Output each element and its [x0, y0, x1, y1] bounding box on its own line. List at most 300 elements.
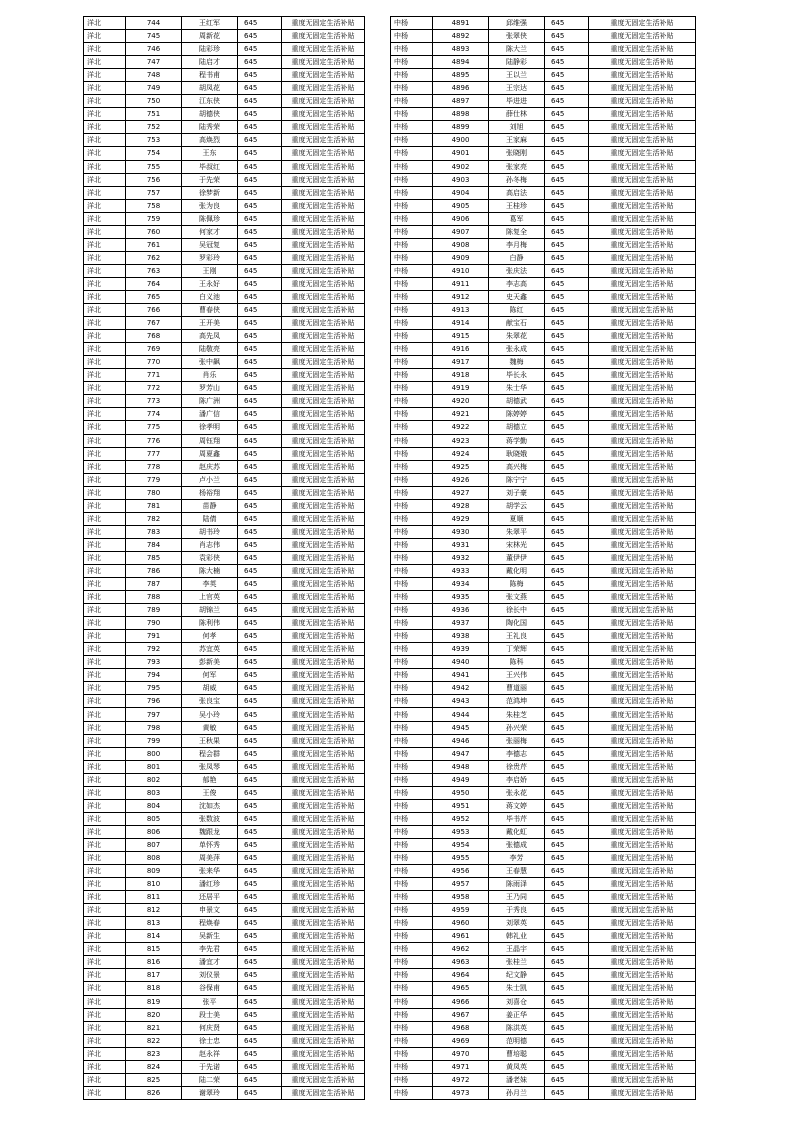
subsidy-type-cell: 重度无固定生活补贴 — [589, 1073, 696, 1086]
amount-cell: 645 — [545, 17, 589, 30]
table-row — [84, 538, 365, 551]
subsidy-type-cell: 重度无固定生活补贴 — [589, 382, 696, 395]
amount-cell: 645 — [545, 1047, 589, 1060]
town-cell: 洋北 — [84, 434, 126, 447]
town-cell: 中杨 — [391, 499, 433, 512]
amount-cell: 645 — [545, 695, 589, 708]
table-row — [391, 369, 696, 382]
town-cell: 洋北 — [84, 969, 126, 982]
number-cell: 4905 — [433, 199, 489, 212]
name-cell: 王以兰 — [489, 69, 545, 82]
subsidy-type-cell: 重度无固定生活补贴 — [589, 591, 696, 604]
town-cell: 洋北 — [84, 43, 126, 56]
number-cell: 4973 — [433, 1086, 489, 1099]
number-cell: 4907 — [433, 225, 489, 238]
town-cell: 洋北 — [84, 643, 126, 656]
name-cell: 陆静彩 — [489, 56, 545, 69]
table-row — [84, 551, 365, 564]
amount-cell: 645 — [545, 408, 589, 421]
number-cell: 4909 — [433, 251, 489, 264]
town-cell: 洋北 — [84, 551, 126, 564]
number-cell: 789 — [126, 604, 182, 617]
amount-cell: 645 — [238, 82, 282, 95]
subsidy-type-cell: 重度无固定生活补贴 — [282, 134, 365, 147]
number-cell: 4953 — [433, 825, 489, 838]
table-row — [84, 1047, 365, 1060]
amount-cell: 645 — [545, 160, 589, 173]
name-cell: 陈洪英 — [489, 1021, 545, 1034]
amount-cell: 645 — [238, 304, 282, 317]
name-cell: 胡德武 — [489, 395, 545, 408]
town-cell: 中杨 — [391, 786, 433, 799]
table-row — [84, 1060, 365, 1073]
town-cell: 洋北 — [84, 421, 126, 434]
table-row — [391, 760, 696, 773]
table-row — [391, 460, 696, 473]
number-cell: 4895 — [433, 69, 489, 82]
subsidy-type-cell: 重度无固定生活补贴 — [589, 891, 696, 904]
table-row — [84, 721, 365, 734]
name-cell: 陆彩珍 — [182, 43, 238, 56]
amount-cell: 645 — [545, 1073, 589, 1086]
name-cell: 刘翠英 — [489, 917, 545, 930]
amount-cell: 645 — [238, 108, 282, 121]
number-cell: 796 — [126, 695, 182, 708]
table-row — [391, 904, 696, 917]
amount-cell: 645 — [238, 604, 282, 617]
subsidy-type-cell: 重度无固定生活补贴 — [589, 343, 696, 356]
name-cell: 王晶宇 — [489, 943, 545, 956]
subsidy-type-cell: 重度无固定生活补贴 — [589, 225, 696, 238]
subsidy-type-cell: 重度无固定生活补贴 — [282, 799, 365, 812]
subsidy-type-cell: 重度无固定生活补贴 — [282, 108, 365, 121]
subsidy-type-cell: 重度无固定生活补贴 — [589, 747, 696, 760]
number-cell: 758 — [126, 199, 182, 212]
number-cell: 819 — [126, 995, 182, 1008]
subsidy-type-cell: 重度无固定生活补贴 — [589, 799, 696, 812]
number-cell: 4972 — [433, 1073, 489, 1086]
subsidy-type-cell: 重度无固定生活补贴 — [589, 134, 696, 147]
name-cell: 罗芳山 — [182, 382, 238, 395]
amount-cell: 645 — [545, 617, 589, 630]
number-cell: 4935 — [433, 591, 489, 604]
town-cell: 中杨 — [391, 525, 433, 538]
table-row — [391, 578, 696, 591]
table-row — [391, 956, 696, 969]
town-cell: 中杨 — [391, 1073, 433, 1086]
table-row — [391, 525, 696, 538]
subsidy-type-cell: 重度无固定生活补贴 — [589, 512, 696, 525]
subsidy-type-cell: 重度无固定生活补贴 — [589, 943, 696, 956]
town-cell: 中杨 — [391, 956, 433, 969]
table-row — [391, 995, 696, 1008]
subsidy-type-cell: 重度无固定生活补贴 — [282, 708, 365, 721]
amount-cell: 645 — [238, 356, 282, 369]
amount-cell: 645 — [545, 460, 589, 473]
subsidy-type-cell: 重度无固定生活补贴 — [589, 1047, 696, 1060]
subsidy-type-cell: 重度无固定生活补贴 — [589, 930, 696, 943]
name-cell: 彭新美 — [182, 656, 238, 669]
name-cell: 高焕烈 — [182, 134, 238, 147]
town-cell: 洋北 — [84, 447, 126, 460]
table-row — [84, 838, 365, 851]
number-cell: 4926 — [433, 473, 489, 486]
subsidy-type-cell: 重度无固定生活补贴 — [589, 578, 696, 591]
number-cell: 756 — [126, 173, 182, 186]
number-cell: 4921 — [433, 408, 489, 421]
subsidy-type-cell: 重度无固定生活补贴 — [589, 551, 696, 564]
subsidy-type-cell: 重度无固定生活补贴 — [589, 108, 696, 121]
town-cell: 洋北 — [84, 512, 126, 525]
amount-cell: 645 — [238, 708, 282, 721]
name-cell: 周钰翔 — [182, 434, 238, 447]
town-cell: 洋北 — [84, 499, 126, 512]
table-row — [391, 825, 696, 838]
table-row — [84, 56, 365, 69]
name-cell: 魏跟龙 — [182, 825, 238, 838]
subsidy-type-cell: 重度无固定生活补贴 — [282, 891, 365, 904]
subsidy-type-cell: 重度无固定生活补贴 — [282, 525, 365, 538]
table-row — [84, 825, 365, 838]
name-cell: 何庆贤 — [182, 1021, 238, 1034]
amount-cell: 645 — [545, 825, 589, 838]
number-cell: 4960 — [433, 917, 489, 930]
name-cell: 陆敬亮 — [182, 343, 238, 356]
amount-cell: 645 — [545, 317, 589, 330]
town-cell: 洋北 — [84, 1034, 126, 1047]
town-cell: 中杨 — [391, 878, 433, 891]
amount-cell: 645 — [238, 225, 282, 238]
name-cell: 周新花 — [182, 30, 238, 43]
amount-cell: 645 — [545, 30, 589, 43]
town-cell: 中杨 — [391, 604, 433, 617]
number-cell: 763 — [126, 264, 182, 277]
amount-cell: 645 — [238, 1060, 282, 1073]
amount-cell: 645 — [545, 369, 589, 382]
table-row — [391, 917, 696, 930]
subsidy-type-cell: 重度无固定生活补贴 — [282, 330, 365, 343]
name-cell: 毕进进 — [489, 95, 545, 108]
table-row — [84, 904, 365, 917]
table-row — [391, 147, 696, 160]
name-cell: 潘宜才 — [182, 956, 238, 969]
number-cell: 4954 — [433, 838, 489, 851]
number-cell: 4937 — [433, 617, 489, 630]
town-cell: 洋北 — [84, 982, 126, 995]
subsidy-type-cell: 重度无固定生活补贴 — [589, 786, 696, 799]
name-cell: 王东 — [182, 147, 238, 160]
table-row — [84, 290, 365, 303]
subsidy-type-cell: 重度无固定生活补贴 — [282, 773, 365, 786]
amount-cell: 645 — [238, 682, 282, 695]
number-cell: 4902 — [433, 160, 489, 173]
subsidy-type-cell: 重度无固定生活补贴 — [282, 1073, 365, 1086]
name-cell: 胡德立 — [489, 421, 545, 434]
name-cell: 陆二荣 — [182, 1073, 238, 1086]
table-row — [84, 277, 365, 290]
town-cell: 中杨 — [391, 30, 433, 43]
table-row — [391, 473, 696, 486]
table-row — [391, 643, 696, 656]
town-cell: 中杨 — [391, 1021, 433, 1034]
amount-cell: 645 — [545, 134, 589, 147]
town-cell: 中杨 — [391, 17, 433, 30]
subsidy-type-cell: 重度无固定生活补贴 — [282, 408, 365, 421]
amount-cell: 645 — [238, 238, 282, 251]
amount-cell: 645 — [238, 408, 282, 421]
subsidy-type-cell: 重度无固定生活补贴 — [282, 277, 365, 290]
table-row — [391, 878, 696, 891]
subsidy-type-cell: 重度无固定生活补贴 — [589, 617, 696, 630]
name-cell: 胡德侠 — [182, 108, 238, 121]
number-cell: 806 — [126, 825, 182, 838]
name-cell: 朱桂芝 — [489, 708, 545, 721]
amount-cell: 645 — [238, 512, 282, 525]
town-cell: 洋北 — [84, 460, 126, 473]
name-cell: 何家才 — [182, 225, 238, 238]
town-cell: 中杨 — [391, 82, 433, 95]
table-row — [84, 447, 365, 460]
table-row — [391, 277, 696, 290]
amount-cell: 645 — [238, 1034, 282, 1047]
name-cell: 徐梦新 — [182, 186, 238, 199]
amount-cell: 645 — [545, 173, 589, 186]
town-cell: 中杨 — [391, 134, 433, 147]
table-row — [391, 173, 696, 186]
subsidy-type-cell: 重度无固定生活补贴 — [282, 434, 365, 447]
subsidy-type-cell: 重度无固定生活补贴 — [589, 995, 696, 1008]
town-cell: 中杨 — [391, 538, 433, 551]
amount-cell: 645 — [545, 564, 589, 577]
town-cell: 中杨 — [391, 56, 433, 69]
name-cell: 张德成 — [489, 838, 545, 851]
table-row — [84, 969, 365, 982]
number-cell: 816 — [126, 956, 182, 969]
amount-cell: 645 — [545, 1086, 589, 1099]
table-row — [391, 499, 696, 512]
amount-cell: 645 — [545, 343, 589, 356]
table-row — [391, 1008, 696, 1021]
town-cell: 洋北 — [84, 17, 126, 30]
table-row — [391, 408, 696, 421]
name-cell: 李先君 — [182, 943, 238, 956]
table-row — [391, 943, 696, 956]
name-cell: 张庆法 — [489, 264, 545, 277]
town-cell: 中杨 — [391, 904, 433, 917]
table-row — [84, 1034, 365, 1047]
subsidy-type-cell: 重度无固定生活补贴 — [282, 747, 365, 760]
amount-cell: 645 — [545, 121, 589, 134]
table-row — [391, 838, 696, 851]
subsidy-type-cell: 重度无固定生活补贴 — [282, 982, 365, 995]
number-cell: 4927 — [433, 486, 489, 499]
amount-cell: 645 — [545, 147, 589, 160]
subsidy-type-cell: 重度无固定生活补贴 — [589, 1086, 696, 1099]
amount-cell: 645 — [238, 212, 282, 225]
number-cell: 801 — [126, 760, 182, 773]
name-cell: 蒋学勤 — [489, 434, 545, 447]
number-cell: 4941 — [433, 669, 489, 682]
table-row — [391, 721, 696, 734]
subsidy-type-cell: 重度无固定生活补贴 — [282, 69, 365, 82]
table-row — [84, 1086, 365, 1099]
table-row — [84, 304, 365, 317]
name-cell: 王秋果 — [182, 734, 238, 747]
table-row — [84, 160, 365, 173]
subsidy-type-cell: 重度无固定生活补贴 — [282, 591, 365, 604]
table-row — [391, 1086, 696, 1099]
subsidy-type-cell: 重度无固定生活补贴 — [282, 173, 365, 186]
name-cell: 胡凤花 — [182, 82, 238, 95]
amount-cell: 645 — [545, 499, 589, 512]
amount-cell: 645 — [238, 525, 282, 538]
number-cell: 807 — [126, 838, 182, 851]
amount-cell: 645 — [238, 1008, 282, 1021]
table-row — [391, 969, 696, 982]
town-cell: 洋北 — [84, 564, 126, 577]
subsidy-type-cell: 重度无固定生活补贴 — [282, 343, 365, 356]
name-cell: 于先荣 — [182, 173, 238, 186]
table-row — [84, 69, 365, 82]
subsidy-type-cell: 重度无固定生活补贴 — [589, 643, 696, 656]
subsidy-type-cell: 重度无固定生活补贴 — [282, 473, 365, 486]
number-cell: 804 — [126, 799, 182, 812]
subsidy-type-cell: 重度无固定生活补贴 — [589, 238, 696, 251]
name-cell: 朱士凯 — [489, 982, 545, 995]
subsidy-type-cell: 重度无固定生活补贴 — [282, 904, 365, 917]
number-cell: 750 — [126, 95, 182, 108]
amount-cell: 645 — [545, 1060, 589, 1073]
town-cell: 洋北 — [84, 525, 126, 538]
subsidy-type-cell: 重度无固定生活补贴 — [589, 434, 696, 447]
amount-cell: 645 — [238, 669, 282, 682]
subsidy-type-cell: 重度无固定生活补贴 — [589, 290, 696, 303]
town-cell: 洋北 — [84, 1047, 126, 1060]
number-cell: 803 — [126, 786, 182, 799]
name-cell: 薛仕林 — [489, 108, 545, 121]
name-cell: 张文燕 — [489, 591, 545, 604]
amount-cell: 645 — [238, 617, 282, 630]
number-cell: 4923 — [433, 434, 489, 447]
table-row — [391, 447, 696, 460]
amount-cell: 645 — [238, 786, 282, 799]
table-row — [84, 421, 365, 434]
town-cell: 中杨 — [391, 290, 433, 303]
name-cell: 王永好 — [182, 277, 238, 290]
town-cell: 洋北 — [84, 617, 126, 630]
subsidy-type-cell: 重度无固定生活补贴 — [589, 604, 696, 617]
table-row — [391, 812, 696, 825]
amount-cell: 645 — [545, 447, 589, 460]
table-row — [391, 238, 696, 251]
number-cell: 4945 — [433, 721, 489, 734]
number-cell: 811 — [126, 891, 182, 904]
town-cell: 洋北 — [84, 382, 126, 395]
number-cell: 779 — [126, 473, 182, 486]
town-cell: 洋北 — [84, 121, 126, 134]
number-cell: 788 — [126, 591, 182, 604]
number-cell: 818 — [126, 982, 182, 995]
number-cell: 769 — [126, 343, 182, 356]
name-cell: 陈婷婷 — [489, 408, 545, 421]
subsidy-type-cell: 重度无固定生活补贴 — [282, 838, 365, 851]
amount-cell: 645 — [545, 799, 589, 812]
subsidy-type-cell: 重度无固定生活补贴 — [589, 264, 696, 277]
subsidy-type-cell: 重度无固定生活补贴 — [589, 904, 696, 917]
name-cell: 陈复全 — [489, 225, 545, 238]
subsidy-type-cell: 重度无固定生活补贴 — [282, 1021, 365, 1034]
town-cell: 中杨 — [391, 343, 433, 356]
table-row — [391, 30, 696, 43]
subsidy-type-cell: 重度无固定生活补贴 — [589, 825, 696, 838]
number-cell: 751 — [126, 108, 182, 121]
town-cell: 洋北 — [84, 317, 126, 330]
amount-cell: 645 — [238, 1047, 282, 1060]
number-cell: 752 — [126, 121, 182, 134]
number-cell: 4933 — [433, 564, 489, 577]
subsidy-type-cell: 重度无固定生活补贴 — [282, 199, 365, 212]
town-cell: 中杨 — [391, 121, 433, 134]
number-cell: 776 — [126, 434, 182, 447]
table-row — [84, 891, 365, 904]
number-cell: 794 — [126, 669, 182, 682]
amount-cell: 645 — [238, 564, 282, 577]
subsidy-type-cell: 重度无固定生活补贴 — [282, 356, 365, 369]
town-cell: 洋北 — [84, 917, 126, 930]
town-cell: 洋北 — [84, 773, 126, 786]
subsidy-type-cell: 重度无固定生活补贴 — [589, 460, 696, 473]
name-cell: 陶化国 — [489, 617, 545, 630]
town-cell: 洋北 — [84, 656, 126, 669]
town-cell: 中杨 — [391, 1047, 433, 1060]
town-cell: 中杨 — [391, 473, 433, 486]
town-cell: 中杨 — [391, 186, 433, 199]
subsidy-type-cell: 重度无固定生活补贴 — [282, 1060, 365, 1073]
town-cell: 洋北 — [84, 591, 126, 604]
town-cell: 中杨 — [391, 173, 433, 186]
subsidy-type-cell: 重度无固定生活补贴 — [589, 1034, 696, 1047]
town-cell: 中杨 — [391, 238, 433, 251]
amount-cell: 645 — [238, 643, 282, 656]
name-cell: 胡锦兰 — [182, 604, 238, 617]
table-row — [84, 30, 365, 43]
name-cell: 潘红珍 — [182, 878, 238, 891]
town-cell: 中杨 — [391, 721, 433, 734]
table-row — [391, 604, 696, 617]
name-cell: 周夏鑫 — [182, 447, 238, 460]
table-row — [84, 995, 365, 1008]
town-cell: 洋北 — [84, 108, 126, 121]
table-row — [84, 1021, 365, 1034]
subsidy-type-cell: 重度无固定生活补贴 — [589, 408, 696, 421]
number-cell: 4969 — [433, 1034, 489, 1047]
name-cell: 张晓刚 — [489, 147, 545, 160]
town-cell: 中杨 — [391, 995, 433, 1008]
table-row — [391, 695, 696, 708]
subsidy-type-cell: 重度无固定生活补贴 — [589, 317, 696, 330]
table-row — [84, 460, 365, 473]
number-cell: 4939 — [433, 643, 489, 656]
name-cell: 陈佩珍 — [182, 212, 238, 225]
amount-cell: 645 — [238, 277, 282, 290]
number-cell: 4892 — [433, 30, 489, 43]
town-cell: 中杨 — [391, 447, 433, 460]
name-cell: 袁彩侠 — [182, 551, 238, 564]
number-cell: 4949 — [433, 773, 489, 786]
table-row — [84, 369, 365, 382]
table-row — [391, 56, 696, 69]
subsidy-type-cell: 重度无固定生活补贴 — [589, 538, 696, 551]
